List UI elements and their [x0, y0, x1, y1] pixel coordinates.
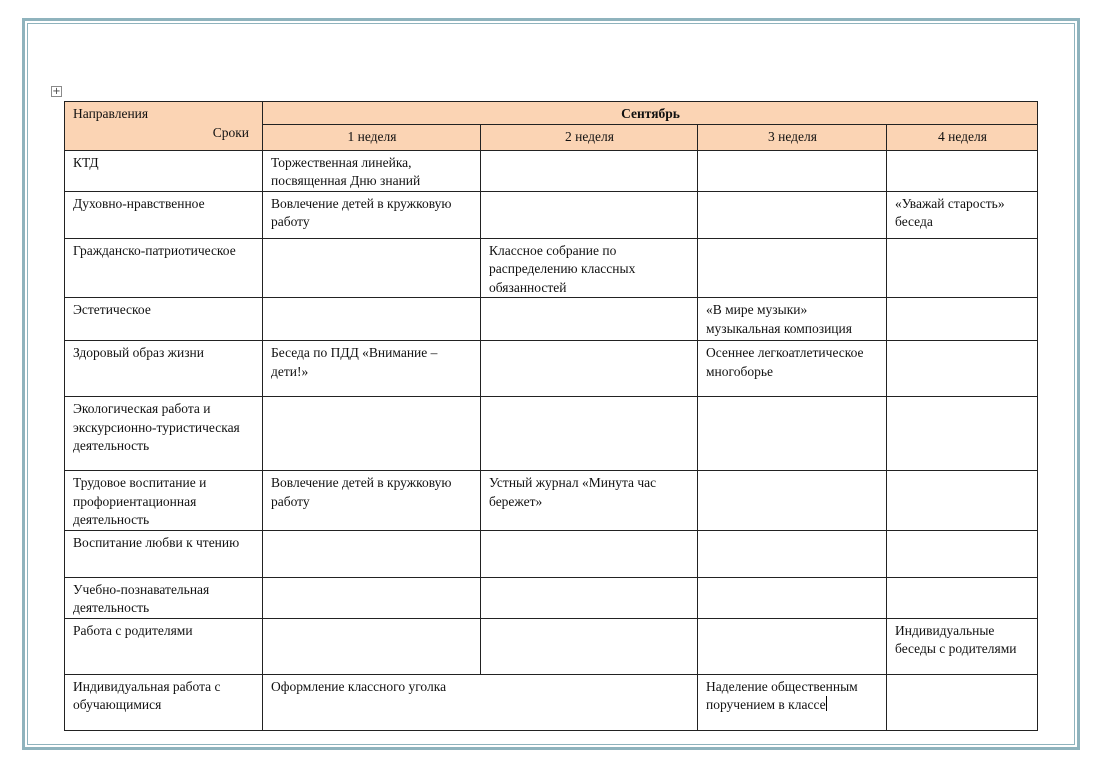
direction-cell[interactable]: Трудовое воспитание и профориентационная деятельность	[65, 471, 263, 531]
week3-cell[interactable]: Осеннее легкоатлетическое многоборье	[698, 341, 887, 397]
week4-cell[interactable]	[887, 397, 1038, 471]
direction-cell[interactable]: Здоровый образ жизни	[65, 341, 263, 397]
corner-directions-label: Направления	[73, 106, 149, 121]
direction-cell[interactable]: Экологическая работа и экскурсионно-туристическая деятельность	[65, 397, 263, 471]
month-header-cell[interactable]: Сентябрь	[263, 102, 1038, 125]
week4-cell[interactable]	[887, 471, 1038, 531]
week3-cell[interactable]	[698, 150, 887, 191]
header-row-month	[65, 102, 1038, 125]
week1-cell[interactable]	[263, 618, 481, 674]
table-row	[65, 298, 1038, 341]
corner-terms-label: Сроки	[212, 124, 249, 140]
week1-2-merged-cell[interactable]: Оформление классного уголка	[263, 674, 698, 730]
week1-cell[interactable]	[263, 238, 481, 298]
table-row	[65, 618, 1038, 674]
week4-cell[interactable]	[887, 238, 1038, 298]
week2-cell[interactable]	[481, 577, 698, 618]
week1-cell[interactable]	[263, 397, 481, 471]
table-row	[65, 150, 1038, 191]
table-row	[65, 238, 1038, 298]
text-cursor	[826, 696, 827, 711]
week2-cell[interactable]	[481, 397, 698, 471]
week3-cell[interactable]	[698, 618, 887, 674]
table-row	[65, 397, 1038, 471]
plan-table	[64, 101, 1038, 731]
direction-cell[interactable]: Эстетическое	[65, 298, 263, 341]
week1-cell[interactable]	[263, 298, 481, 341]
week2-cell[interactable]: Классное собрание по распределению классных обязанностей	[481, 238, 698, 298]
week4-cell[interactable]	[887, 341, 1038, 397]
direction-cell[interactable]: Воспитание любви к чтению	[65, 530, 263, 577]
week2-cell[interactable]	[481, 341, 698, 397]
direction-cell[interactable]: Учебно-познавательная деятельность	[65, 577, 263, 618]
week-header-4[interactable]: 4 неделя	[887, 124, 1038, 150]
week4-cell[interactable]	[887, 577, 1038, 618]
week-header-1[interactable]: 1 неделя	[263, 124, 481, 150]
week-header-2[interactable]: 2 неделя	[481, 124, 698, 150]
week4-cell[interactable]	[887, 150, 1038, 191]
table-row	[65, 471, 1038, 531]
week4-cell[interactable]: Индивидуальные беседы с родителями	[887, 618, 1038, 674]
week3-cell[interactable]	[698, 674, 887, 730]
week4-cell[interactable]: «Уважай старость» беседа	[887, 191, 1038, 238]
week3-cell[interactable]	[698, 397, 887, 471]
direction-cell[interactable]: Работа с родителями	[65, 618, 263, 674]
week4-cell[interactable]	[887, 298, 1038, 341]
week3-cell[interactable]	[698, 577, 887, 618]
week-header-3[interactable]: 3 неделя	[698, 124, 887, 150]
week1-cell[interactable]: Вовлечение детей в кружковую работу	[263, 471, 481, 531]
table-row	[65, 530, 1038, 577]
week2-cell[interactable]	[481, 150, 698, 191]
week4-cell[interactable]	[887, 674, 1038, 730]
week1-cell[interactable]	[263, 577, 481, 618]
week3-cell[interactable]: «В мире музыки» музыкальная композиция	[698, 298, 887, 341]
week3-cell[interactable]	[698, 471, 887, 531]
week4-cell[interactable]	[887, 530, 1038, 577]
table-row	[65, 577, 1038, 618]
direction-cell[interactable]: Гражданско-патриотическое	[65, 238, 263, 298]
week2-cell[interactable]	[481, 530, 698, 577]
corner-header-cell[interactable]	[65, 102, 263, 151]
week1-cell[interactable]: Беседа по ПДД «Внимание – дети!»	[263, 341, 481, 397]
week3-cell[interactable]	[698, 238, 887, 298]
direction-cell[interactable]: КТД	[65, 150, 263, 191]
week1-cell[interactable]	[263, 530, 481, 577]
week1-cell[interactable]: Вовлечение детей в кружковую работу	[263, 191, 481, 238]
direction-cell[interactable]: Духовно-нравственное	[65, 191, 263, 238]
table-row	[65, 341, 1038, 397]
week2-cell[interactable]	[481, 298, 698, 341]
week1-cell[interactable]: Торжественная линейка, посвященная Дню знаний	[263, 150, 481, 191]
week2-cell[interactable]	[481, 618, 698, 674]
week2-cell[interactable]: Устный журнал «Минута час бережет»	[481, 471, 698, 531]
week3-cell[interactable]	[698, 530, 887, 577]
table-row	[65, 191, 1038, 238]
table-move-handle-icon[interactable]: +	[52, 86, 61, 97]
table-row	[65, 674, 1038, 730]
direction-cell[interactable]: Индивидуальная работа с обучающимися	[65, 674, 263, 730]
week3-cell[interactable]	[698, 191, 887, 238]
week2-cell[interactable]	[481, 191, 698, 238]
week3-cell-text: Наделение общественным поручением в классе	[706, 678, 858, 712]
